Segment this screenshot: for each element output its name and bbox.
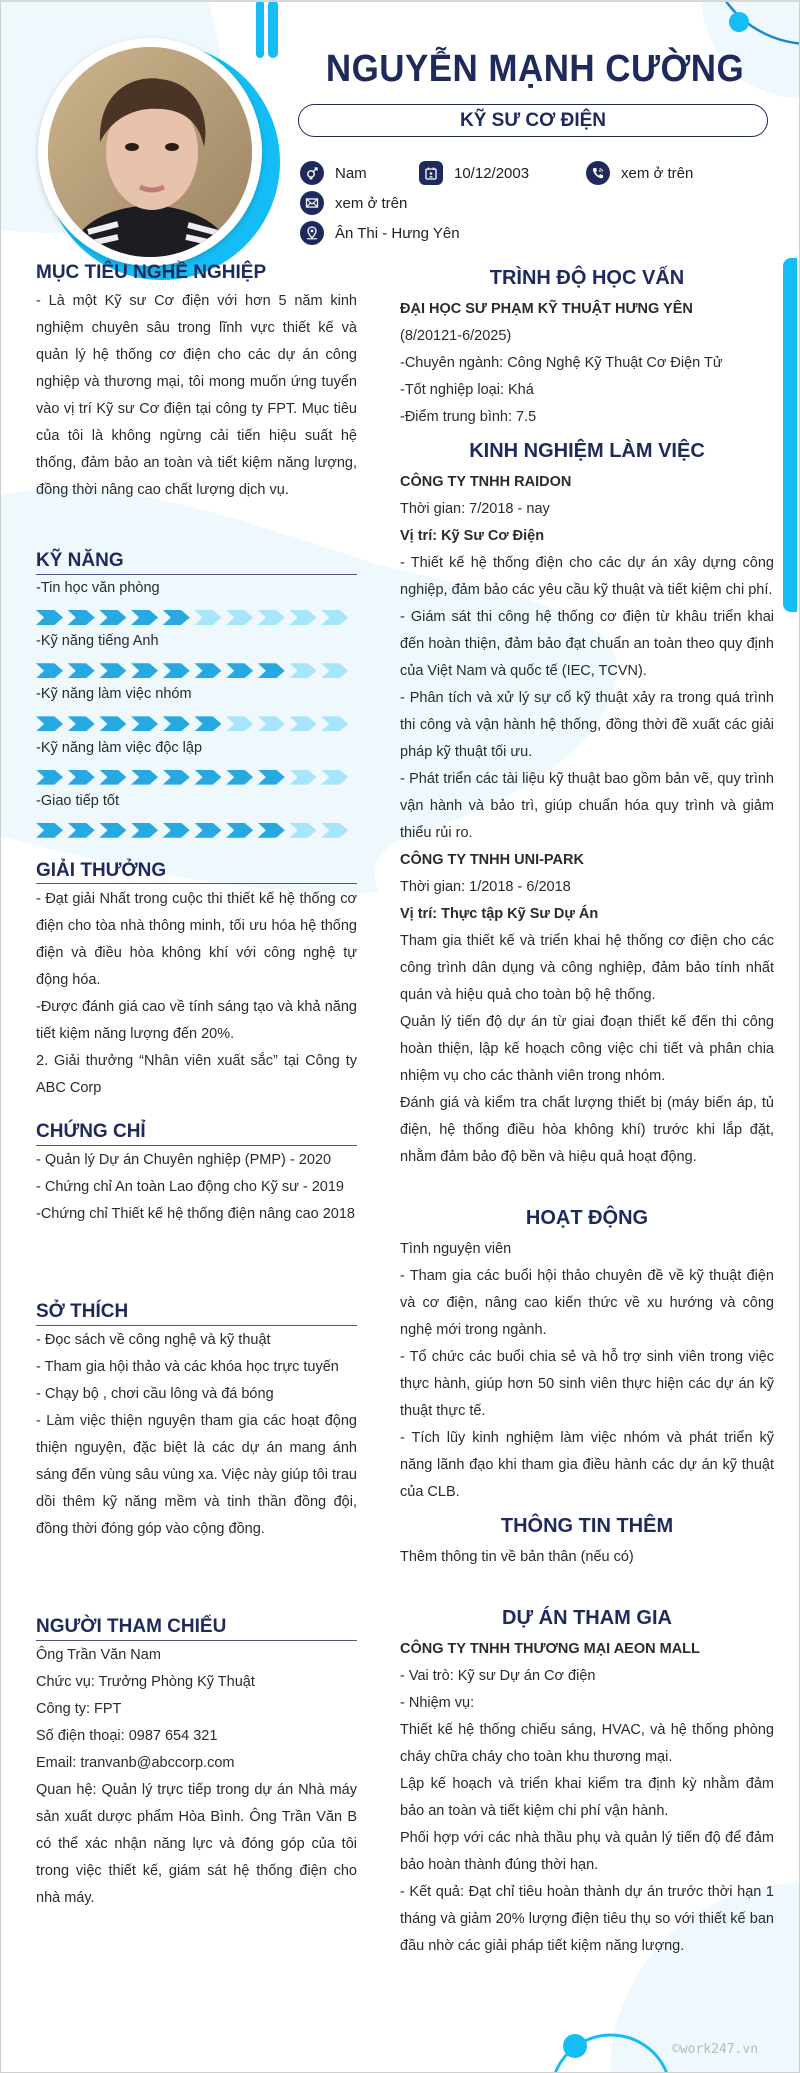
skill-arrow-filled bbox=[68, 716, 95, 731]
additional-info-heading: THÔNG TIN THÊM bbox=[500, 1515, 674, 1537]
projects-heading: DỰ ÁN THAM GIA bbox=[502, 1607, 672, 1629]
skill-arrow-filled bbox=[163, 716, 190, 731]
activity-item: - Tích lũy kinh nghiệm làm việc nhóm và phát triển kỹ năng lãnh đạo khi tham gia điều hành các dự án kỹ thuật của CLB. bbox=[400, 1430, 774, 1500]
job-duties bbox=[400, 550, 774, 847]
accent-bar bbox=[783, 258, 797, 612]
project-item: Phối hợp với các nhà thầu phụ và quản lý tiến độ để đảm bảo hoàn thành đúng thời hạn. bbox=[400, 1830, 774, 1873]
skill-arrow-filled bbox=[194, 770, 221, 785]
skill-arrow-filled bbox=[131, 823, 158, 838]
job-period: Thời gian: 7/2018 - nay bbox=[400, 501, 550, 517]
objective-text: - Là một Kỹ sư Cơ điện với hơn 5 năm kinh nghiệm chuyên sâu trong lĩnh vực thiết kế và quản lý hệ thống cơ điện cho các dự án công nghiệp và thương mại, tôi mong muốn ứng tuyển vào vị trí Kỹ sư Cơ điện tại công ty FPT. Mục tiêu của tôi là không ngừng cải tiến hiệu suất hệ thống, đảm bảo an toàn và tiết kiệm năng lượng, đồng thời nâng cao chất lượng dịch vụ. bbox=[36, 293, 357, 498]
skill-level-bar bbox=[36, 610, 348, 625]
skill-arrow-empty bbox=[321, 770, 348, 785]
phone-icon bbox=[586, 161, 610, 185]
skill-arrow-empty bbox=[290, 610, 317, 625]
skill-arrow-filled bbox=[99, 610, 126, 625]
info-address bbox=[300, 220, 460, 246]
skill-arrow-empty bbox=[226, 716, 253, 731]
job-duty: - Phát triển các tài liệu kỹ thuật bao gồm bản vẽ, quy trình vận hành và bảo trì, giúp chuẩn hóa quy trình và giảm thiểu rủi ro. bbox=[400, 771, 774, 841]
skill-arrow-filled bbox=[99, 663, 126, 678]
skill-arrow-empty bbox=[290, 663, 317, 678]
skill-arrow-filled bbox=[226, 663, 253, 678]
awards-heading: GIẢI THƯỞNG bbox=[36, 860, 167, 881]
reference-item: Ông Trần Văn Nam bbox=[36, 1647, 161, 1663]
skill-arrow-filled bbox=[163, 610, 190, 625]
skill-label: -Kỹ năng tiếng Anh bbox=[36, 633, 159, 650]
education-item: -Tốt nghiệp loại: Khá bbox=[400, 382, 534, 398]
skill-arrow-filled bbox=[258, 823, 285, 838]
education-section bbox=[400, 296, 774, 431]
info-email bbox=[300, 190, 407, 216]
award-item: 2. Giải thưởng “Nhân viên xuất sắc” tại Công ty ABC Corp bbox=[36, 1053, 357, 1096]
skill-arrow-filled bbox=[163, 663, 190, 678]
reference-item: Chức vụ: Trưởng Phòng Kỹ Thuật bbox=[36, 1674, 255, 1690]
skill-arrow-filled bbox=[163, 823, 190, 838]
hobbies-list bbox=[36, 1327, 357, 1543]
skill-arrow-filled bbox=[163, 770, 190, 785]
experience-section bbox=[400, 469, 774, 1171]
skill-level-bar bbox=[36, 770, 348, 785]
references-divider bbox=[36, 1640, 357, 1641]
skill-arrow-filled bbox=[68, 663, 95, 678]
job-period: Thời gian: 1/2018 - 6/2018 bbox=[400, 879, 571, 895]
info-dob bbox=[419, 160, 529, 186]
skill-arrow-filled bbox=[36, 716, 63, 731]
hobby-item: - Đọc sách về công nghệ và kỹ thuật bbox=[36, 1332, 271, 1348]
skill-arrow-filled bbox=[36, 823, 63, 838]
skill-level-bar bbox=[36, 823, 348, 838]
skill-arrow-filled bbox=[36, 610, 63, 625]
awards-divider bbox=[36, 883, 357, 884]
skill-level-bar bbox=[36, 663, 348, 678]
hobby-item: - Làm việc thiện nguyện tham gia các hoạt động thiện nguyện, đặc biệt là các dự án mang ánh sáng đến vùng sâu vùng xa. Việc này giúp tôi trau dồi thêm kỹ năng mềm và tinh thần đồng đội, đồng thời đóng góp vào cộng đồng. bbox=[36, 1413, 357, 1537]
education-item: (8/20121-6/2025) bbox=[400, 328, 512, 344]
job-duty: Tham gia thiết kế và triển khai hệ thống cơ điện cho các công trình dân dụng và công nghiệp, đảm bảo tính nhất quán và hiệu quả cho toàn bộ hệ thống. bbox=[400, 933, 774, 1003]
education-item: -Điểm trung bình: 7.5 bbox=[400, 409, 537, 425]
job-entry bbox=[400, 469, 774, 847]
address-value: Ân Thi - Hưng Yên bbox=[335, 224, 460, 242]
hobbies-divider bbox=[36, 1325, 357, 1326]
certificate-item: -Chứng chỉ Thiết kế hệ thống điện nâng cao 2018 bbox=[36, 1206, 355, 1222]
skill-arrow-empty bbox=[321, 823, 348, 838]
skill-arrow-filled bbox=[36, 663, 63, 678]
skill-level-bar bbox=[36, 716, 348, 731]
activity-item: - Tổ chức các buổi chia sẻ và hỗ trợ sinh viên trong việc thực hành, giúp hơn 50 sinh viên thực hiện các dự án kỹ thuật thực tế. bbox=[400, 1349, 774, 1419]
award-item: - Đạt giải Nhất trong cuộc thi thiết kế hệ thống cơ điện cho tòa nhà thông minh, tối ưu hóa hệ thống điện và điều hòa không khí với công nghệ tự động hóa. bbox=[36, 891, 357, 988]
location-icon bbox=[300, 221, 324, 245]
skill-arrow-filled bbox=[194, 716, 221, 731]
education-item: -Chuyên ngành: Công Nghệ Kỹ Thuật Cơ Điện Tử bbox=[400, 355, 723, 371]
activities-heading: HOẠT ĐỘNG bbox=[525, 1207, 649, 1229]
job-company: CÔNG TY TNHH UNI-PARK bbox=[400, 852, 584, 868]
skill-label: -Kỹ năng làm việc độc lập bbox=[36, 739, 203, 756]
skill-arrow-filled bbox=[68, 770, 95, 785]
skill-arrow-filled bbox=[131, 610, 158, 625]
award-item: -Được đánh giá cao về tính sáng tạo và khả năng tiết kiệm năng lượng đến 20%. bbox=[36, 999, 357, 1042]
candidate-name: NGUYỄN MẠNH CƯỜNG bbox=[325, 48, 745, 90]
certificates-heading: CHỨNG CHỈ bbox=[36, 1121, 146, 1142]
hobby-item: - Chạy bộ , chơi cầu lông và đá bóng bbox=[36, 1386, 274, 1402]
reference-item: Email: tranvanb@abccorp.com bbox=[36, 1755, 235, 1771]
skill-arrow-filled bbox=[226, 770, 253, 785]
skill-arrow-filled bbox=[258, 663, 285, 678]
job-title: KỸ SƯ CƠ ĐIỆN bbox=[298, 104, 768, 137]
skill-arrow-filled bbox=[36, 770, 63, 785]
skill-arrow-empty bbox=[258, 716, 285, 731]
watermark: ©work247.vn bbox=[672, 2042, 759, 2057]
job-entry bbox=[400, 847, 774, 1171]
skill-label: -Kỹ năng làm việc nhóm bbox=[36, 686, 192, 703]
job-position: Vị trí: Kỹ Sư Cơ Điện bbox=[400, 528, 545, 544]
skill-arrow-empty bbox=[194, 610, 221, 625]
reference-item: Số điện thoại: 0987 654 321 bbox=[36, 1728, 218, 1744]
avatar-photo bbox=[48, 47, 252, 257]
phone-value: xem ở trên bbox=[621, 164, 694, 182]
experience-heading: KINH NGHIỆM LÀM VIỆC bbox=[469, 440, 705, 462]
project-item: - Nhiệm vụ: bbox=[400, 1695, 475, 1711]
skill-arrow-filled bbox=[194, 823, 221, 838]
activities-list bbox=[400, 1236, 774, 1506]
project-item: Thiết kế hệ thống chiếu sáng, HVAC, và hệ thống phòng cháy chữa cháy cho toàn khu thương mại. bbox=[400, 1722, 774, 1765]
education-heading: TRÌNH ĐỘ HỌC VẤN bbox=[489, 267, 685, 289]
job-duty: Đánh giá và kiểm tra chất lượng thiết bị (máy biến áp, tủ điện, hệ thống điều hòa không khí) trước khi lắp đặt, nhằm đảm bảo độ bền và hiệu quả hoạt động. bbox=[400, 1095, 774, 1165]
project-item: Lập kế hoạch và triển khai kiểm tra định kỳ nhằm đảm bảo an toàn và tiết kiệm chi phí vận hành. bbox=[400, 1776, 774, 1819]
info-phone bbox=[586, 160, 693, 186]
skill-arrow-empty bbox=[290, 716, 317, 731]
project-company: CÔNG TY TNHH THƯƠNG MẠI AEON MALL bbox=[400, 1641, 700, 1657]
hobby-item: - Tham gia hội thảo và các khóa học trực tuyến bbox=[36, 1359, 339, 1375]
skill-arrow-filled bbox=[194, 663, 221, 678]
project-item: - Kết quả: Đạt chỉ tiêu hoàn thành dự án trước thời hạn 1 tháng và giảm 20% lượng điện tiêu thụ so với thiết kế ban đầu nhờ các giải pháp tiết kiệm năng lượng. bbox=[400, 1884, 774, 1954]
activity-item: Tình nguyện viên bbox=[400, 1241, 512, 1257]
email-value: xem ở trên bbox=[335, 194, 408, 212]
school-name: ĐẠI HỌC SƯ PHẠM KỸ THUẬT HƯNG YÊN bbox=[400, 301, 693, 317]
skill-arrow-empty bbox=[258, 610, 285, 625]
job-duty: - Thiết kế hệ thống điện cho các dự án xây dựng công nghiệp, đảm bảo các yêu cầu kỹ thuật và tiết kiệm chi phí. bbox=[400, 555, 774, 598]
projects-section bbox=[400, 1636, 774, 1960]
skill-arrow-filled bbox=[131, 716, 158, 731]
skill-arrow-filled bbox=[99, 823, 126, 838]
skill-arrow-empty bbox=[226, 610, 253, 625]
skill-arrow-empty bbox=[321, 610, 348, 625]
skill-arrow-empty bbox=[321, 663, 348, 678]
skill-arrow-filled bbox=[226, 823, 253, 838]
awards-list bbox=[36, 886, 357, 1102]
references-list bbox=[36, 1642, 357, 1912]
project-item: - Vai trò: Kỹ sư Dự án Cơ điện bbox=[400, 1668, 596, 1684]
skill-arrow-empty bbox=[321, 716, 348, 731]
job-position: Vị trí: Thực tập Kỹ Sư Dự Án bbox=[400, 906, 599, 922]
job-duty: - Phân tích và xử lý sự cố kỹ thuật xảy ra trong quá trình thi công và vận hành hệ thống, đồng thời đề xuất các giải pháp kỹ thuật tối ưu. bbox=[400, 690, 774, 760]
certificates-divider bbox=[36, 1145, 357, 1146]
education-details bbox=[400, 323, 774, 431]
skill-arrow-filled bbox=[131, 663, 158, 678]
skill-arrow-filled bbox=[99, 770, 126, 785]
job-duties bbox=[400, 928, 774, 1171]
reference-item: Công ty: FPT bbox=[36, 1701, 122, 1717]
gender-value: Nam bbox=[335, 164, 367, 182]
additional-info-text: Thêm thông tin về bản thân (nếu có) bbox=[400, 1549, 634, 1565]
activity-item: - Tham gia các buổi hội thảo chuyên đề về kỹ thuật điện và cơ điện, nâng cao kiến thức về xu hướng và công nghệ mới trong ngành. bbox=[400, 1268, 774, 1338]
gender-icon bbox=[300, 161, 324, 185]
skill-arrow-empty bbox=[290, 823, 317, 838]
objective-heading: MỤC TIÊU NGHỀ NGHIỆP bbox=[36, 262, 267, 283]
certificate-item: - Quản lý Dự án Chuyên nghiệp (PMP) - 2020 bbox=[36, 1152, 332, 1168]
job-duty: - Giám sát thi công hệ thống cơ điện từ khâu triển khai đến hoàn thiện, đảm bảo đạt chuẩn an toàn theo quy định của Việt Nam và quốc tế (IEC, TCVN). bbox=[400, 609, 774, 679]
email-icon bbox=[300, 191, 324, 215]
skill-arrow-filled bbox=[131, 770, 158, 785]
job-duty: Quản lý tiến độ dự án từ giai đoạn thiết kế đến thi công hoàn thiện, lập kế hoạch công việc chi tiết và phân chia nhiệm vụ cho các thành viên trong nhóm. bbox=[400, 1014, 774, 1084]
skill-arrow-filled bbox=[258, 770, 285, 785]
skill-arrow-filled bbox=[99, 716, 126, 731]
project-details bbox=[400, 1663, 774, 1960]
skills-heading: KỸ NĂNG bbox=[36, 550, 124, 571]
skill-arrow-filled bbox=[68, 823, 95, 838]
certificate-item: - Chứng chỉ An toàn Lao động cho Kỹ sư - 2019 bbox=[36, 1179, 344, 1195]
references-heading: NGƯỜI THAM CHIẾU bbox=[36, 1616, 227, 1637]
dob-value: 10/12/2003 bbox=[454, 164, 530, 182]
skill-label: -Tin học văn phòng bbox=[36, 580, 160, 596]
info-gender bbox=[300, 160, 367, 186]
skill-label: -Giao tiếp tốt bbox=[36, 792, 120, 809]
certificates-list bbox=[36, 1147, 357, 1228]
skill-arrow-filled bbox=[68, 610, 95, 625]
job-company: CÔNG TY TNHH RAIDON bbox=[400, 474, 572, 490]
avatar bbox=[48, 47, 252, 257]
calendar-icon bbox=[419, 161, 443, 185]
skill-arrow-empty bbox=[290, 770, 317, 785]
hobbies-heading: SỞ THÍCH bbox=[36, 1301, 129, 1322]
reference-item: Quan hệ: Quản lý trực tiếp trong dự án Nhà máy sản xuất dược phẩm Hòa Bình. Ông Trần Văn B có thể xác nhận năng lực và đóng góp của tôi trong việc thiết kế, giám sát hệ thống điện cho nhà máy. bbox=[36, 1782, 357, 1906]
